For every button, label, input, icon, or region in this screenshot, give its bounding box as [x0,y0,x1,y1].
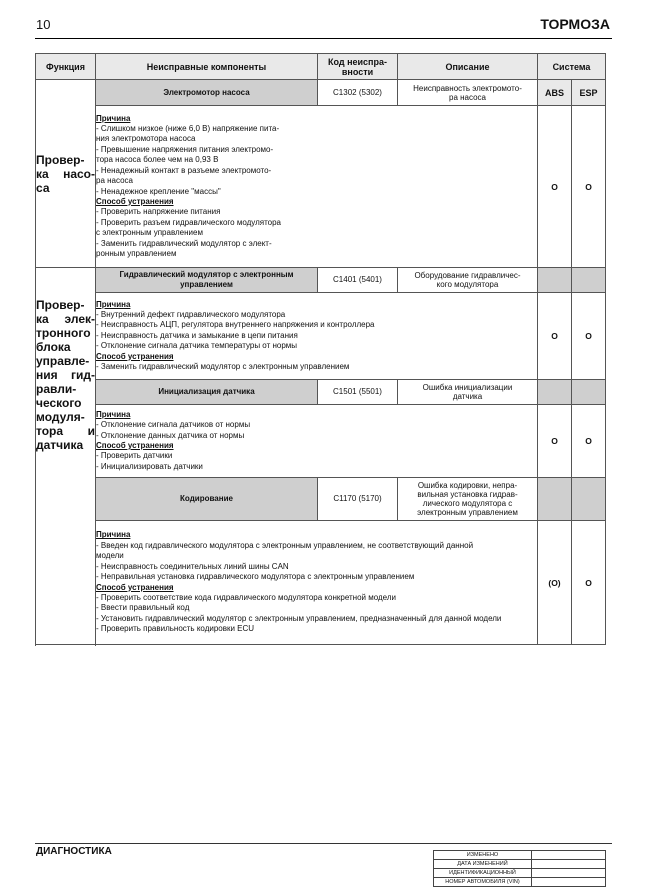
code-cell: C1501 (5501) [318,380,398,405]
remedy-heading: Способ устранения [96,441,174,450]
function-line: блока [36,340,71,354]
remedy-line: - Заменить гидравлический модулятор с элект- [96,238,272,248]
remedy-line: с электронным управлением [96,228,203,238]
description-cell [398,268,538,293]
cause-line: - Внутренний дефект гидравлического модулятора [96,309,286,319]
revision-row [434,869,606,878]
shaded-cell [572,478,606,521]
remedy-line: - Проверить правильность кодировки ECU [96,624,255,634]
column-header-code-line: вности [341,66,374,77]
shaded-cell [538,380,572,405]
description-line: вильная установка гидрав- [417,490,518,499]
remedy-line: - Проверить соответствие кода гидравлического модулятора конкретной модели [96,592,396,602]
fault-title-row [36,478,606,521]
esp-mark: O [572,293,606,380]
code-cell: C1401 (5401) [318,268,398,293]
shaded-cell [572,380,606,405]
function-line: ческого [36,396,82,410]
column-header-system: Система [538,54,606,80]
cause-line: - Неправильная установка гидравлического модулятора с электронным управлением [96,572,415,582]
column-header-abs: ABS [538,80,572,106]
abs-mark: (O) [538,521,572,645]
cause-line: - Неисправность соединительных линий шины CAN [96,561,289,571]
revision-value [532,851,606,860]
function-line: тронного [36,326,91,340]
component-line: Кодирование [180,494,233,503]
function-line: равли- [36,382,77,396]
cause-line: - Отклонение сигнала датчика температуры от нормы [96,341,298,351]
footer-rule [35,843,612,844]
revision-value [532,860,606,869]
remedy-line: ронным управлением [96,248,177,258]
remedy-line: - Проверить датчики [96,451,173,461]
fault-title-row [36,380,606,405]
component-cell [96,380,318,405]
description-cell [398,380,538,405]
cause-line: - Слишком низкое (ниже 6,0 В) напряжение пита- [96,124,280,134]
cause-line: ния электромотора насоса [96,134,196,144]
cause-line: ра насоса [96,176,133,186]
component-cell [96,478,318,521]
code-cell: C1170 (5170) [318,478,398,521]
cause-line: тора насоса более чем на 0,93 В [96,155,219,165]
column-header-component: Неисправные компоненты [96,54,318,80]
cause-line: - Отклонение данных датчика от нормы [96,430,245,440]
column-header-code-line: Код неиспра- [327,56,387,67]
component-line: Электромотор насоса [163,87,250,97]
revision-value [532,869,606,878]
remedy-heading: Способ устранения [96,196,174,206]
fault-title-row [36,80,606,106]
shaded-cell [572,268,606,293]
cause-line: - Неисправность датчика и замыкание в цепи питания [96,330,298,340]
component-cell [96,268,318,293]
revision-label: ДАТА ИЗМЕНЕНИЙ [434,860,532,869]
header-row-1 [36,54,606,80]
remedy-line: - Инициализировать датчики [96,461,203,471]
revision-row [434,851,606,860]
code-cell: C1302 (5302) [318,80,398,106]
fault-detail-row [36,521,606,645]
function-line: Провер- [36,298,85,312]
fault-detail-row [36,405,606,478]
revision-table [433,850,606,887]
description-line: Ошибка кодировки, непра- [417,481,518,490]
column-header-code [318,54,398,80]
remedy-line: - Заменить гидравлический модулятор с электронным управлением [96,362,350,372]
column-header-function: Функция [36,54,96,80]
description-line: Оборудование гидравличес- [414,271,521,280]
function-cell [36,268,96,645]
function-line: ка насо- [36,166,95,181]
component-cell [96,80,318,106]
abs-mark: O [538,405,572,478]
column-header-esp: ESP [572,80,606,106]
cause-heading: Причина [96,530,131,540]
revision-label: ИДЕНТИФИКАЦИОННЫЙ [434,869,532,878]
cause-heading: Причина [96,113,131,123]
cause-heading: Причина [96,409,131,419]
detail-cell [96,521,538,645]
abs-mark: O [538,106,572,268]
remedy-line: - Установить гидравлический модулятор с электронным управлением, предназначенный для данной модели [96,613,502,623]
detail-cell [96,293,538,380]
remedy-heading: Способ устранения [96,351,174,361]
remedy-heading: Способ устранения [96,582,174,592]
description-line: Неисправность электромото- [413,83,522,93]
diagnostic-table [35,53,606,645]
function-line: датчика [36,438,84,452]
function-line: са [36,180,50,195]
description-cell [398,478,538,521]
description-line: датчика [452,392,483,401]
description-line: Ошибка инициализации [422,383,513,392]
revision-label: ИЗМЕНЕНО [434,851,532,860]
shaded-cell [538,268,572,293]
fault-detail-row [36,293,606,380]
header-rule [35,38,612,39]
abs-mark: O [538,293,572,380]
cause-heading: Причина [96,299,131,309]
esp-mark: O [572,521,606,645]
detail-cell [96,106,538,268]
component-line: Инициализация датчика [158,387,255,396]
function-line: ния гид- [36,368,95,382]
cause-line: - Превышение напряжения питания электромо- [96,144,274,154]
function-line: управле- [36,354,90,368]
esp-mark: O [572,405,606,478]
shaded-cell [538,478,572,521]
fault-detail-row [36,106,606,268]
description-line: ра насоса [449,92,486,102]
remedy-line: - Ввести правильный код [96,603,190,613]
page-number: 10 [36,17,51,32]
cause-line: - Введен код гидравлического модулятора с электронным управлением, не соответствующий данной [96,540,474,550]
remedy-line: - Проверить разъем гидравлического модулятора [96,217,282,227]
revision-label: НОМЕР АВТОМОБИЛЯ (VIN) [434,878,532,887]
function-line: ка элек- [36,312,95,326]
function-line: модуля- [36,410,85,424]
cause-line: - Ненадежный контакт в разъеме электромото- [96,165,272,175]
cause-line: - Отклонение сигнала датчиков от нормы [96,420,251,430]
section-title: ТОРМОЗА [540,16,610,32]
component-line: управлением [180,280,233,289]
description-line: лического модулятора с [422,499,513,508]
function-line: тора и [36,424,95,438]
description-cell [398,80,538,106]
revision-value [532,878,606,887]
revision-row [434,860,606,869]
description-line: кого модулятора [436,280,499,289]
cause-line: - Неисправность АЦП, регулятора внутреннего напряжения и контроллера [96,320,375,330]
esp-mark: O [572,106,606,268]
column-header-description: Описание [398,54,538,80]
description-line: электронным управлением [417,508,518,517]
component-line: Гидравлический модулятор с электронным [119,270,294,279]
detail-cell [96,405,538,478]
function-cell [36,80,96,268]
cause-line: модели [96,551,124,561]
revision-row [434,878,606,887]
function-line: Провер- [36,152,85,167]
cause-line: - Ненадежное крепление "массы" [96,186,221,196]
remedy-line: - Проверить напряжение питания [96,207,221,217]
fault-title-row [36,268,606,293]
footer-section-title: ДИАГНОСТИКА [36,846,112,857]
